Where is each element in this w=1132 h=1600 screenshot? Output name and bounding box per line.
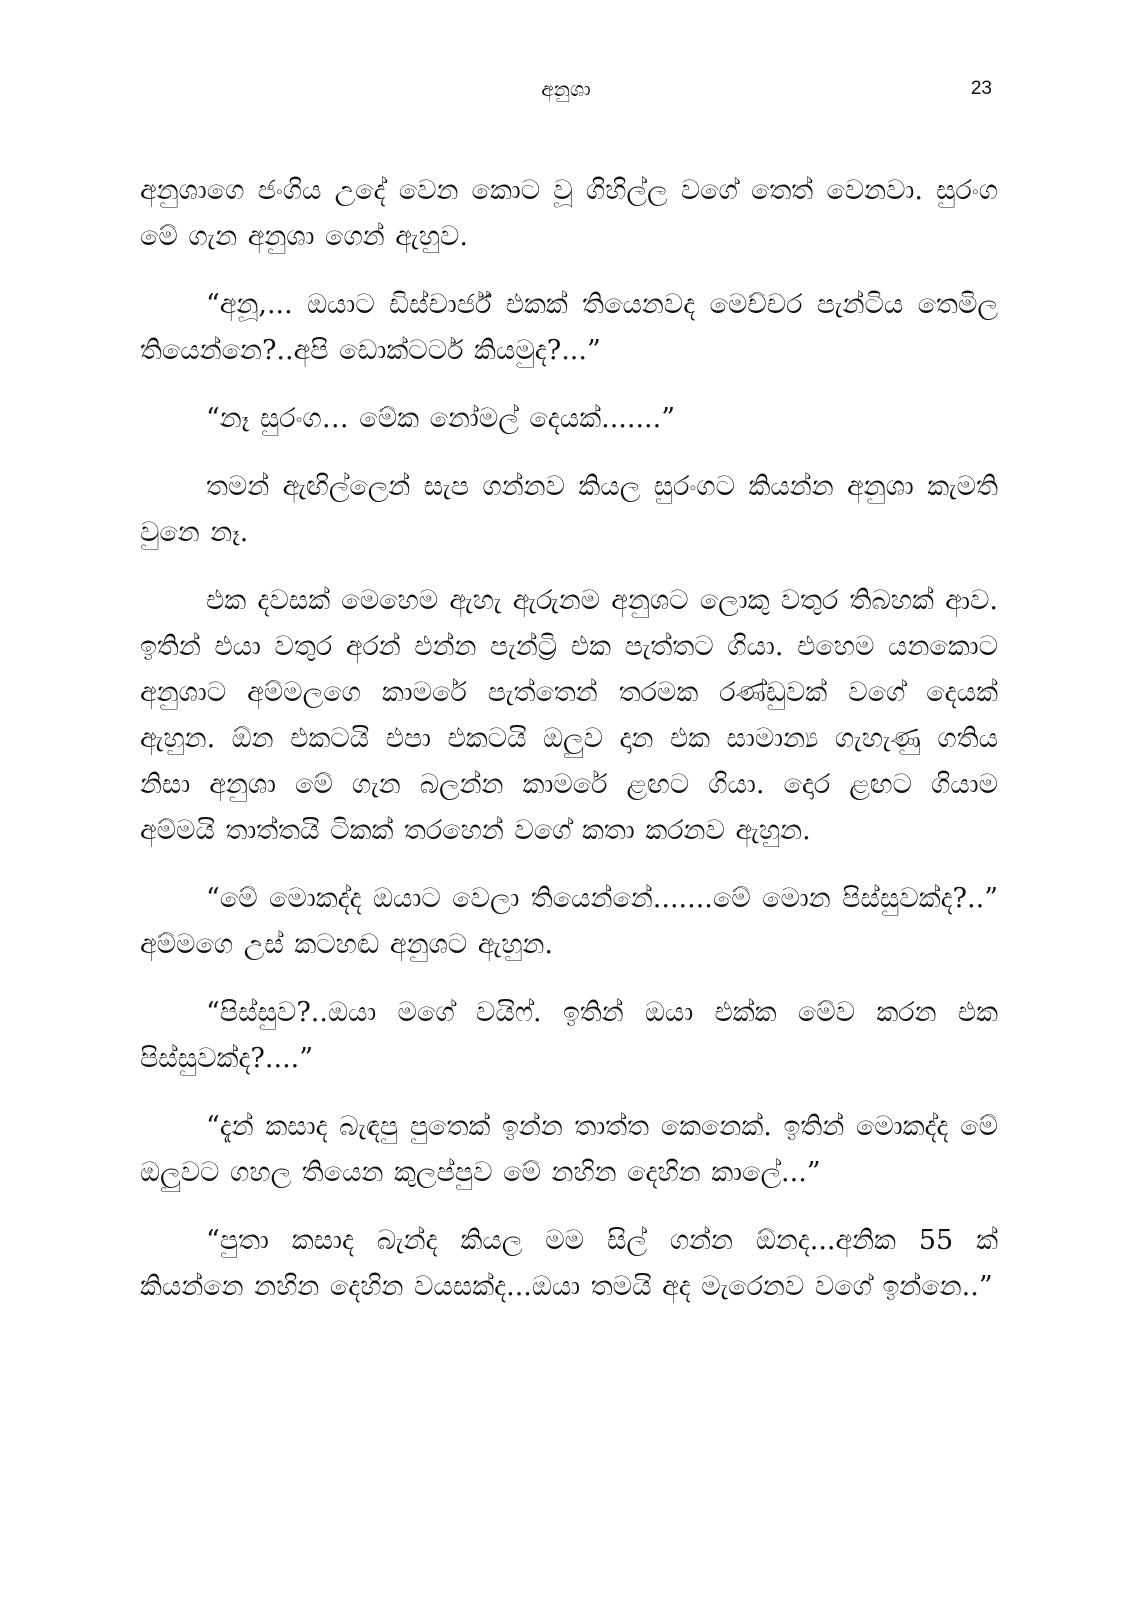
running-header [0, 74, 1132, 104]
paragraph-4: තමන් ඇඟිල්ලෙන් සැප ගන්නව කියල සුරංගට කියන්න අනුශා කැමති වුනෙ නෑ. [140, 471, 998, 548]
paragraph-8: “දැන් කසාද බැඳපු පුතෙක් ඉන්න තාත්ත කෙනෙක්. ඉතින් මොකද්ද මේ ඔලුවට ගහල තියෙන කුලප්පුව මේ නහින දෙහින කාලේ...” [140, 1111, 998, 1188]
page-number: 23 [970, 78, 992, 99]
paragraph-1: අනුශාගෙ ජංගිය උදේ වෙන කොට වූ ගිහිල්ල වගේ තෙත් වෙනවා. සුරංග මේ ගැන අනුශා ගෙන් ඇහුව. [140, 175, 998, 252]
paragraph-2: “අනූ,... ඔයාට ඩිස්චාර්ජ් එකක් තියෙනවද මෙච්චර පැන්ටිය තෙමිල තියෙන්නෙ?..අපි ඩොක්ටර්ට කියමුද?...” [140, 289, 998, 366]
paragraph-5: එක දවසක් මෙහෙම ඇහැ ඇරුනම අනුශට ලොකු වතුර තිබහක් ආව. ඉතින් එයා වතුර අරන් එන්න පැන්ට්‍රි එක පැත්තට ගියා. එහෙම යනකොට අනුශාට අම්මලගෙ කාමරේ පැත්තෙන් තරමක රණ්ඩුවක් වගේ දෙයක් ඇහුන. ඕන එකටයි එපා එකටයි ඔලුව දාන එක සාමාන්‍ය ගැහැණු ගතිය නිසා අනුශා මේ ගැන බලන්න කාමරේ ළඟට ගියා. දොර ළඟට ගියාම අම්මයි තාත්තයි ටිකක් තරහෙන් වගේ කතා කරනව ඇහුන. [140, 585, 998, 846]
paragraph-7: “පිස්සුව?..ඔයා මගේ වයිෆ්. ඉතින් ඔයා එක්ක මේව කරන එක පිස්සුවක්ද?....” [140, 997, 998, 1074]
running-title: අනුශා [541, 77, 591, 101]
paragraph-9: “පුතා කසාද බැන්ද කියල මම සිල් ගන්න ඕනද...අනික 55 ක් කියන්නෙ නහින දෙහින වයසක්ද...ඔයා තමයි අද මැරෙනව වගේ ඉන්නෙ..” [140, 1225, 998, 1302]
paragraph-3: “නෑ සුරංග… මේක නෝමල් දෙයක්.......” [206, 403, 675, 434]
body-text [140, 168, 998, 1332]
paragraph-6: “මේ මොකද්ද ඔයාට වෙලා තියෙන්නේ.......මේ මොන පිස්සුවක්ද?..” අම්මගෙ උස් කටහඬ අනුශට ඇහුන. [140, 883, 998, 960]
